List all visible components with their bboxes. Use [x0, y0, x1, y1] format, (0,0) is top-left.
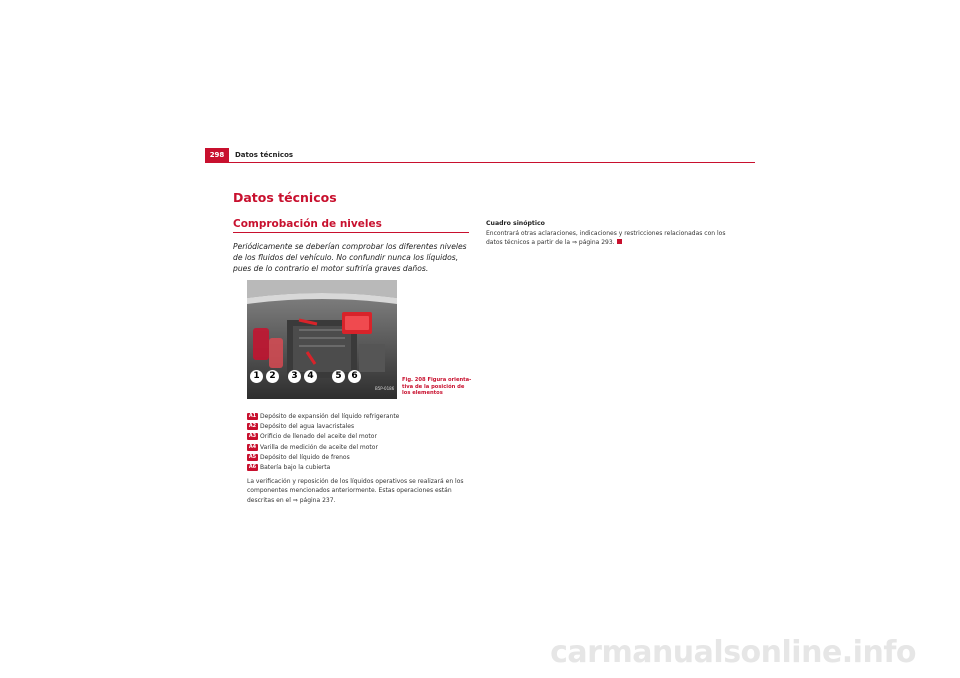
- watermark: [0, 635, 960, 670]
- legend-badge: A5: [248, 453, 257, 460]
- figure-caption: Fig. 208 Figura orienta-tiva de la posición de los elementos: [402, 377, 472, 396]
- legend-text: Depósito del agua lavacristales: [260, 422, 355, 430]
- figure-code: B5P-0186: [375, 386, 395, 391]
- legend-item: [247, 432, 477, 442]
- legend-item: [247, 462, 477, 472]
- legend-badge: A4: [248, 443, 257, 450]
- right-column: [486, 219, 726, 248]
- intro-text: Periódicamente se deberían comprobar los diferentes niveles de los fluidos del vehículo. No confundir nunca los líquidos, pues de lo contrario el motor sufriría graves daños.: [233, 242, 467, 273]
- legend-text: Batería bajo la cubierta: [260, 464, 331, 472]
- engine-bay-photo: [247, 280, 397, 399]
- legend-text: Depósito de expansión del líquido refrigerante: [260, 412, 400, 420]
- section-end-icon: [617, 239, 622, 244]
- right-heading: Cuadro sinóptico: [486, 220, 545, 227]
- legend-text: Orificio de llenado del aceite del motor: [260, 433, 377, 441]
- legend-badge: A3: [248, 433, 257, 440]
- header-title: Datos técnicos: [235, 151, 294, 159]
- legend-item: [247, 411, 477, 421]
- page-header: [205, 148, 755, 163]
- marker-4: 4: [304, 370, 317, 383]
- legend-item: [247, 442, 477, 452]
- legend-badge: A6: [248, 464, 257, 471]
- main-title: Datos técnicos: [233, 190, 337, 205]
- watermark-text: carmanualsonline.info: [550, 635, 916, 670]
- legend-list: [247, 411, 477, 473]
- marker-6: 6: [348, 370, 361, 383]
- page-number: 298: [205, 148, 229, 162]
- section-title: Comprobación de niveles: [233, 218, 469, 233]
- legend-item: [247, 452, 477, 462]
- legend-badge: A2: [248, 422, 257, 429]
- marker-2: 2: [266, 370, 279, 383]
- legend-item: [247, 421, 477, 431]
- figure-markers: [250, 370, 361, 383]
- body-paragraph: La verificación y reposición de los líquidos operativos se realizará en los componentes mencionados anteriormente. Estas operaciones están descritas en el ⇒ página 237.: [247, 478, 464, 504]
- marker-1: 1: [250, 370, 263, 383]
- marker-5: 5: [332, 370, 345, 383]
- legend-text: Depósito del líquido de frenos: [260, 453, 350, 461]
- legend-text: Varilla de medición de aceite del motor: [260, 443, 378, 451]
- right-paragraph: [486, 229, 726, 248]
- marker-3: 3: [288, 370, 301, 383]
- right-text: Encontrará otras aclaraciones, indicaciones y restricciones relacionadas con los datos técnicos a partir de la ⇒ página 293.: [486, 230, 726, 247]
- legend-badge: A1: [248, 412, 257, 419]
